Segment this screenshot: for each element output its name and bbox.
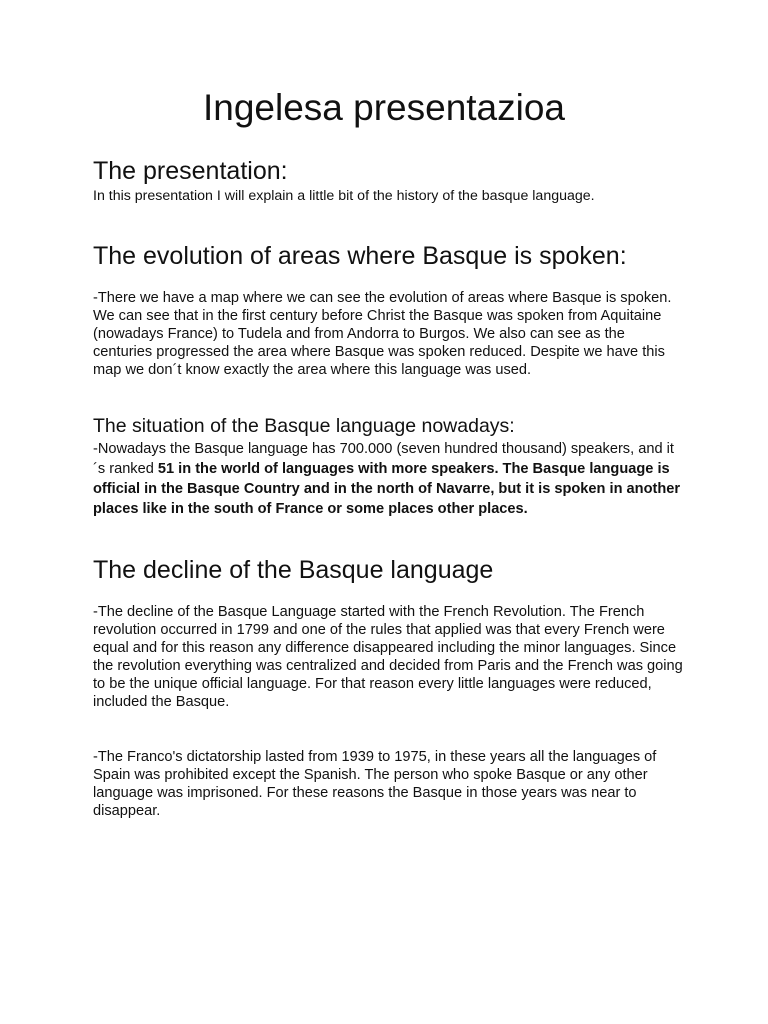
section-paragraph-presentation: In this presentation I will explain a little bit of the history of the basque language.: [93, 188, 595, 204]
situation-text-normal: -Nowadays the Basque language has 700.000 (seven hundred thousand) speakers, and it´s ranked: [93, 441, 674, 477]
section-heading-situation: The situation of the Basque language nowadays:: [93, 415, 515, 437]
document-title: Ingelesa presentazioa: [202, 87, 566, 128]
section-paragraph-decline-1: -The decline of the Basque Language started with the French Revolution. The French revolution occurred in 1799 and one of the rules that applied was that every French were equal and for this reason any difference disappeared including the minor languages. Since the revolution everything was centralized and decided from Paris and the French was going to be the unique official language. For that reason every little languages were reduced, included the Basque.: [93, 604, 683, 710]
section-paragraph-decline-2: -The Franco's dictatorship lasted from 1939 to 1975, in these years all the languages of Spain was prohibited except the Spanish. The person who spoke Basque or any other language was imprisoned. For these reasons the Basque in those years was near to disappear.: [93, 749, 657, 819]
section-paragraph-evolution: -There we have a map where we can see the evolution of areas where Basque is spoken. We can see that in the first century before Christ the Basque was spoken from Aquitaine (nowadays France) to Tudela and from Andorra to Burgos. We also can see as the centuries progressed the area where Basque was spoken reduced. Despite we have this map we don´t know exactly the area where this language was used.: [93, 290, 672, 378]
section-heading-evolution: The evolution of areas where Basque is spoken:: [93, 242, 627, 270]
section-heading-decline: The decline of the Basque language: [93, 556, 494, 584]
section-paragraph-situation: [93, 439, 683, 519]
situation-text-bold: 51 in the world of languages with more speakers. The Basque language is official in the Basque Country and in the north of Navarre, but it is spoken in another places like in the south of France or some places other places.: [93, 461, 681, 517]
section-heading-presentation: The presentation:: [93, 157, 288, 185]
